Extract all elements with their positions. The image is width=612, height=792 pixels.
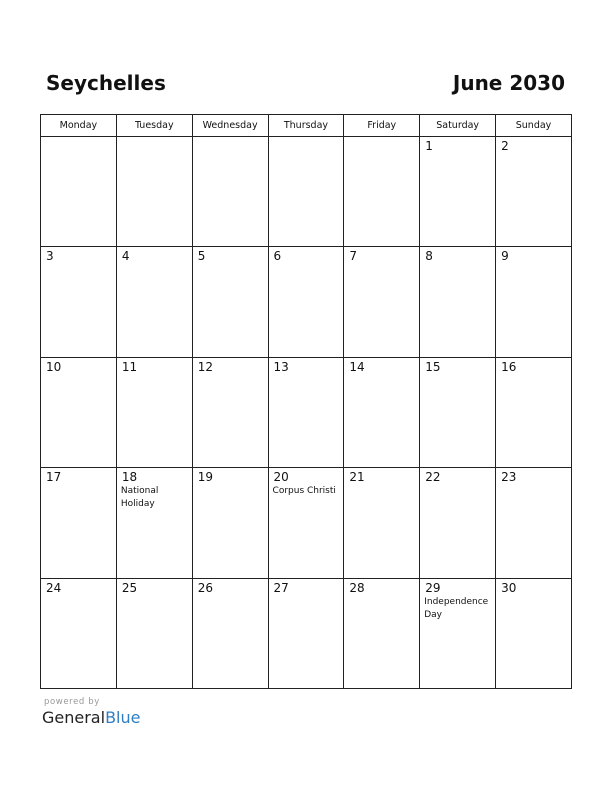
day-number: 25: [121, 580, 138, 595]
day-number: [41, 137, 116, 139]
day-number: 5: [197, 249, 206, 264]
month-year-title: June 2030: [452, 71, 565, 95]
day-number: 11: [121, 359, 138, 374]
day-number: 16: [501, 359, 517, 374]
day-number: [344, 137, 419, 139]
day-cell: [344, 247, 420, 357]
footer-branding: [42, 697, 140, 728]
weekday-header-row: [41, 115, 572, 137]
day-cell: [420, 247, 496, 357]
day-number: 18: [121, 470, 138, 485]
weekday-header: Thursday: [268, 115, 344, 137]
day-number: 17: [46, 470, 62, 485]
week-row: [41, 247, 572, 357]
day-number: 1: [425, 139, 433, 153]
day-cell: [420, 578, 496, 688]
weekday-header: Wednesday: [192, 115, 268, 137]
day-cell: [192, 357, 268, 467]
day-number: 3: [46, 249, 54, 264]
day-cell: [420, 137, 496, 247]
day-number: [269, 137, 344, 139]
day-number: 14: [349, 359, 365, 374]
generalblue-logo: [42, 708, 140, 728]
day-cell: [268, 357, 344, 467]
week-row: [41, 578, 572, 688]
day-number: 21: [349, 470, 365, 485]
day-cell: [268, 247, 344, 357]
day-cell: [268, 578, 344, 688]
day-cell: [344, 137, 420, 247]
day-number: 26: [197, 580, 213, 595]
holiday-label: Independence Day: [424, 596, 489, 620]
calendar-body: [41, 137, 572, 689]
day-number: 28: [349, 580, 365, 595]
holiday-label: National Holiday: [120, 486, 159, 510]
weekday-header: Sunday: [496, 115, 572, 137]
weekday-header: Monday: [41, 115, 117, 137]
day-number: 30: [501, 580, 517, 595]
calendar-grid: [40, 114, 572, 689]
day-cell: [192, 468, 268, 578]
day-cell: [192, 137, 268, 247]
day-cell: [41, 468, 117, 578]
brand-blue-text: Blue: [105, 708, 141, 727]
day-number: 27: [273, 580, 289, 595]
day-cell: [268, 468, 344, 578]
day-cell: [192, 247, 268, 357]
day-cell: [41, 247, 117, 357]
day-cell: [192, 578, 268, 688]
day-number: [117, 137, 192, 139]
day-number: 12: [197, 359, 213, 374]
day-cell: [116, 137, 192, 247]
day-cell: [496, 468, 572, 578]
day-cell: [496, 357, 572, 467]
day-number: 2: [501, 139, 509, 153]
day-number: 22: [425, 470, 441, 485]
day-number: 20: [273, 470, 289, 485]
day-cell: [116, 468, 192, 578]
day-number: 19: [197, 470, 213, 485]
brand-general-text: General: [42, 708, 106, 727]
weekday-header: Tuesday: [116, 115, 192, 137]
day-number: 4: [121, 249, 130, 264]
day-cell: [496, 578, 572, 688]
day-cell: [116, 357, 192, 467]
day-number: 24: [46, 580, 62, 595]
day-cell: [344, 468, 420, 578]
day-cell: [116, 578, 192, 688]
day-cell: [496, 137, 572, 247]
day-cell: [41, 137, 117, 247]
weekday-header: Saturday: [420, 115, 496, 137]
day-number: 8: [425, 249, 433, 264]
holiday-label: Corpus Christi: [272, 486, 336, 497]
day-cell: [496, 247, 572, 357]
country-title: Seychelles: [46, 71, 166, 95]
day-cell: [420, 468, 496, 578]
day-cell: [41, 357, 117, 467]
powered-by-label: powered by: [44, 697, 100, 707]
day-number: [193, 137, 268, 139]
day-number: 7: [349, 249, 358, 264]
day-cell: [41, 578, 117, 688]
week-row: [41, 357, 572, 467]
day-number: 15: [425, 359, 441, 374]
day-cell: [420, 357, 496, 467]
day-cell: [116, 247, 192, 357]
day-cell: [344, 578, 420, 688]
week-row: [41, 468, 572, 578]
day-number: 9: [501, 249, 509, 264]
day-number: 6: [273, 249, 282, 264]
day-number: 23: [501, 470, 517, 485]
weekday-header: Friday: [344, 115, 420, 137]
day-number: 13: [273, 359, 289, 374]
day-number: 10: [46, 359, 62, 374]
day-cell: [268, 137, 344, 247]
week-row: [41, 137, 572, 247]
day-cell: [344, 357, 420, 467]
day-number: 29: [425, 580, 441, 595]
